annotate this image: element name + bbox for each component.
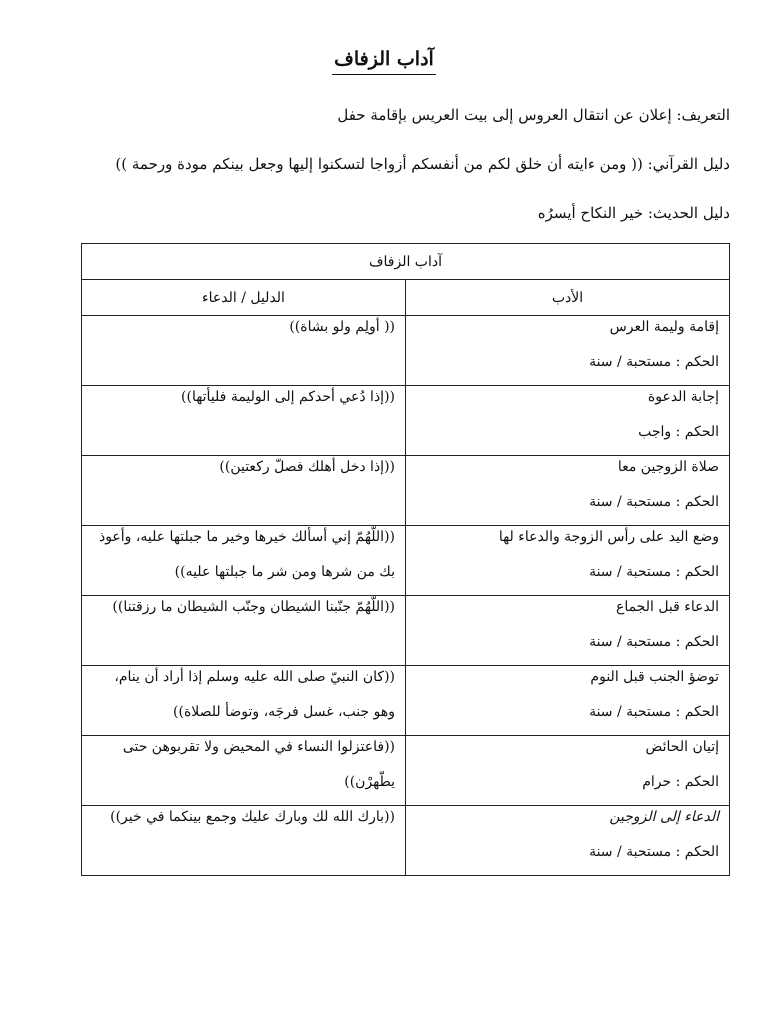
table-row xyxy=(82,456,730,526)
adab-cell xyxy=(406,316,730,386)
adab-name: الدعاء قبل الجماع xyxy=(615,599,719,615)
document-title-text: آداب الزفاف xyxy=(332,48,436,75)
adab-cell xyxy=(406,666,730,736)
hukm-text: الحكم : واجب xyxy=(638,424,719,440)
hukm-text: الحكم : مستحبة / سنة xyxy=(589,564,719,580)
adab-cell xyxy=(406,596,730,666)
dalil-text: ((اللّهُمّ إني أسألك خيرها وخير ما جبلتها عليه، وأعوذ بك من شرها ومن شر ما جبلتها عليه)) xyxy=(98,529,395,580)
hukm-text: الحكم : مستحبة / سنة xyxy=(589,494,719,510)
adab-name: صلاة الزوجين معا xyxy=(617,459,719,475)
adab-cell xyxy=(406,456,730,526)
dalil-cell xyxy=(82,806,406,876)
dalil-cell xyxy=(82,526,406,596)
table-row xyxy=(82,666,730,736)
dalil-cell xyxy=(82,456,406,526)
adab-name: وضع اليد على رأس الزوجة والدعاء لها xyxy=(498,529,719,545)
dalil-cell xyxy=(82,666,406,736)
adab-name: إقامة وليمة العرس xyxy=(609,319,719,335)
dalil-text: ((فاعتزلوا النساء في المحيض ولا تقربوهن حتى يطّهرْن)) xyxy=(122,739,395,790)
table-row xyxy=(82,806,730,876)
dalil-text: ((إذا دخل أهلك فصلّ ركعتين)) xyxy=(219,459,395,475)
table-row xyxy=(82,596,730,666)
dalil-text: (( أولِم ولو بشاة)) xyxy=(289,319,395,335)
table-row xyxy=(82,526,730,596)
hukm-text: الحكم : مستحبة / سنة xyxy=(589,354,719,370)
dalil-text: ((إذا دُعي أحدكم إلى الوليمة فليأتها)) xyxy=(181,389,395,405)
adab-name: إجابة الدعوة xyxy=(647,389,719,405)
hadith-evidence-line: دليل الحديث: خير النكاح أيسرُه xyxy=(537,204,730,222)
hukm-text: الحكم : حرام xyxy=(642,774,719,790)
hukm-text: الحكم : مستحبة / سنة xyxy=(589,844,719,860)
adab-table xyxy=(81,243,730,876)
quran-evidence-line: دليل القرآني: (( ومن ءايته أن خلق لكم من أنفسكم أزواجا لتسكنوا إليها وجعل بينكم مودة ورحمة )) xyxy=(115,155,730,173)
table-row xyxy=(82,316,730,386)
adab-name: الدعاء إلى الزوجين xyxy=(609,809,719,825)
dalil-text: ((بارك الله لك وبارك عليك وجمع بينكما في خير)) xyxy=(110,809,395,825)
definition-line: التعريف: إعلان عن انتقال العروس إلى بيت العريس بإقامة حفل xyxy=(337,106,730,124)
table-row xyxy=(82,736,730,806)
adab-cell xyxy=(406,736,730,806)
dalil-text: ((كان النبيّ صلى الله عليه وسلم إذا أراد أن ينام، وهو جنب، غسل فرجَه، وتوضأ للصلاة)) xyxy=(114,669,395,720)
header-dalil: الدليل / الدعاء xyxy=(82,280,406,316)
hukm-text: الحكم : مستحبة / سنة xyxy=(589,634,719,650)
document-title xyxy=(0,48,768,75)
dalil-cell xyxy=(82,736,406,806)
dalil-text: ((اللّهُمّ جنّبنا الشيطان وجنّب الشيطان ما رزقتنا)) xyxy=(112,599,395,615)
adab-name: توضؤ الجنب قبل النوم xyxy=(590,669,719,685)
adab-cell xyxy=(406,806,730,876)
table-row xyxy=(82,386,730,456)
adab-cell xyxy=(406,386,730,456)
dalil-cell xyxy=(82,386,406,456)
hukm-text: الحكم : مستحبة / سنة xyxy=(589,704,719,720)
header-adab: الأدب xyxy=(406,280,730,316)
dalil-cell xyxy=(82,596,406,666)
table-title: آداب الزفاف xyxy=(82,244,730,280)
dalil-cell xyxy=(82,316,406,386)
adab-cell xyxy=(406,526,730,596)
adab-name: إتيان الحائض xyxy=(645,739,719,755)
